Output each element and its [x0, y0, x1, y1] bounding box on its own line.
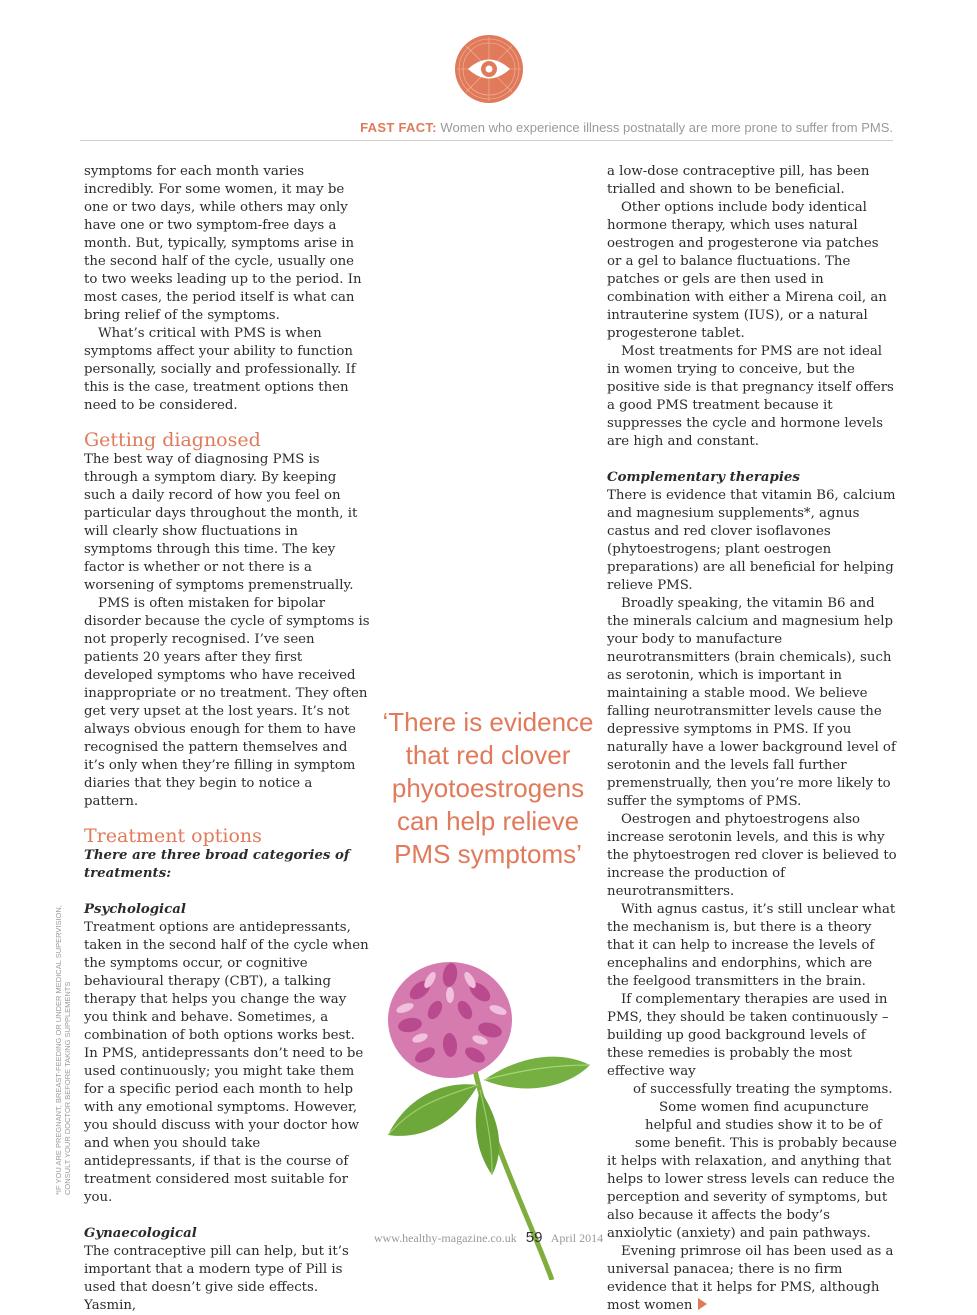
footer-url: www.healthy-magazine.co.uk — [373, 1231, 517, 1245]
paragraph: Most treatments for PMS are not ideal in women trying to conceive, but the positive side is that pregnancy itself offers a good PMS treatment because it suppresses the cycle and hormone levels are high and constant. — [607, 344, 894, 449]
heading-psychological: Psychological — [84, 902, 186, 917]
page-footer — [0, 1229, 977, 1246]
page-number: 59 — [525, 1229, 543, 1246]
column-left — [84, 163, 370, 1315]
paragraph: helpful and studies show it to be of — [645, 1118, 882, 1133]
paragraph: Other options include body identical hormone therapy, which uses natural oestrogen and progesterone via patches or a gel to balance fluctuations. The patches or gels are then used in combination with either a Mirena coil, an intrauterine system (IUS), or a natural progesterone tablet. — [607, 200, 887, 341]
paragraph: Oestrogen and phytoestrogens also increase serotonin levels, and this is why the phytoestrogen red clover is believed to increase the production of neurotransmitters. — [607, 812, 897, 899]
subheading: There are three broad categories of treatments: — [84, 848, 350, 881]
heading-gynaecological: Gynaecological — [84, 1226, 197, 1241]
paragraph: There is evidence that vitamin B6, calcium and magnesium supplements*, agnus castus and red clover isoflavones (phytoestrogens; plant oestrogen preparations) are all beneficial for helping relieve PMS. — [607, 488, 896, 593]
fast-fact-text: Women who experience illness postnatally are more prone to suffer from PMS. — [436, 120, 893, 135]
paragraph: Evening primrose oil has been used as a universal panacea; there is no firm evidence that it helps for PMS, although most women — [607, 1244, 894, 1313]
eye-icon — [454, 34, 524, 104]
paragraph: If complementary therapies are used in PMS, they should be taken continuously – building up good background levels of these remedies is probably the most effective way — [607, 992, 889, 1079]
paragraph: it helps with relaxation, and anything that helps to lower stress levels can reduce the perception and severity of symptoms, but also because it affects the body’s anxiolytic (anxiety) and pain pathways. — [607, 1154, 895, 1241]
paragraph: Treatment options are antidepressants, taken in the second half of the cycle when the symptoms occur, or cognitive behavioural therapy (CBT), a talking therapy that helps you change the way you think and behave. Sometimes, a combination of both options works best. In PMS, antidepressants don’t need to be used continuously; you might take them for a specific period each month to help with any emotional symptoms. However, you should discuss with your doctor how and when you should take antidepressants, if that is the course of treatment considered most suitable for you. — [84, 920, 369, 1205]
pull-quote: ‘There is evidence that red clover phyotoestrogens can help relieve PMS symptoms’ — [382, 707, 594, 869]
paragraph: What’s critical with PMS is when symptoms affect your ability to function personally, socially and professionally. If this is the case, treatment options then need to be considered. — [84, 326, 356, 413]
continue-arrow-icon — [698, 1298, 707, 1310]
disclaimer-text: *IF YOU ARE PREGNANT, BREAST-FEEDING OR UNDER MEDICAL SUPERVISION, CONSULT YOUR DOCTOR BEFORE TAKING SUPPLEMENTS — [54, 905, 72, 1195]
paragraph: The best way of diagnosing PMS is through a symptom diary. By keeping such a daily record of how you feel on particular days throughout the month, it will clearly show fluctuations in symptoms through this time. The key factor is whether or not there is a worsening of symptoms premenstrually. — [84, 452, 358, 593]
fast-fact — [0, 120, 893, 135]
paragraph: The contraceptive pill can help, but it’s important that a modern type of Pill is used that doesn’t give side effects. Yasmin, — [84, 1244, 349, 1313]
paragraph: Some women find acupuncture — [659, 1100, 869, 1115]
paragraph: of successfully treating the symptoms. — [633, 1082, 893, 1097]
divider — [80, 140, 893, 141]
footer-date: April 2014 — [550, 1231, 604, 1245]
paragraph: PMS is often mistaken for bipolar disorder because the cycle of symptoms is not properly recognised. I’ve seen patients 20 years after they first developed symptoms who have received inappropriate or no treatment. They often get very upset at the lost years. It’s not always obvious enough for them to have recognised the pattern themselves and it’s only when they’re filling in symptom diaries that they begin to notice a pattern. — [84, 596, 370, 809]
paragraph: some benefit. This is probably because — [635, 1136, 897, 1151]
eye-badge — [454, 34, 524, 104]
paragraph: a low-dose contraceptive pill, has been trialled and shown to be beneficial. — [607, 164, 870, 197]
column-right — [607, 163, 897, 1315]
fast-fact-label: FAST FACT: — [360, 120, 437, 135]
paragraph: Broadly speaking, the vitamin B6 and the minerals calcium and magnesium help your body to manufacture neurotransmitters (brain chemicals), such as serotonin, which is important in maintaining a stable mood. We believe falling neurotransmitter levels cause the depressive symptoms in PMS. If you naturally have a lower background level of serotonin and the levels fall further premenstrually, then you’re more likely to suffer the symptoms of PMS. — [607, 596, 896, 809]
paragraph: symptoms for each month varies incredibly. For some women, it may be one or two days, while others may only have one or two symptom-free days a month. But, typically, symptoms arise in the second half of the cycle, usually one to two weeks leading up to the period. In most cases, the period itself is what can bring relief of the symptoms. — [84, 164, 362, 323]
supplement-disclaimer — [54, 885, 72, 1195]
heading-complementary-therapies: Complementary therapies — [607, 470, 800, 485]
heading-getting-diagnosed: Getting diagnosed — [84, 429, 261, 451]
paragraph: With agnus castus, it’s still unclear what the mechanism is, but there is a theory that it can help to increase the levels of encephalins and endorphins, which are the feelgood transmitters in the brain. — [607, 902, 896, 989]
heading-treatment-options: Treatment options — [84, 825, 262, 847]
